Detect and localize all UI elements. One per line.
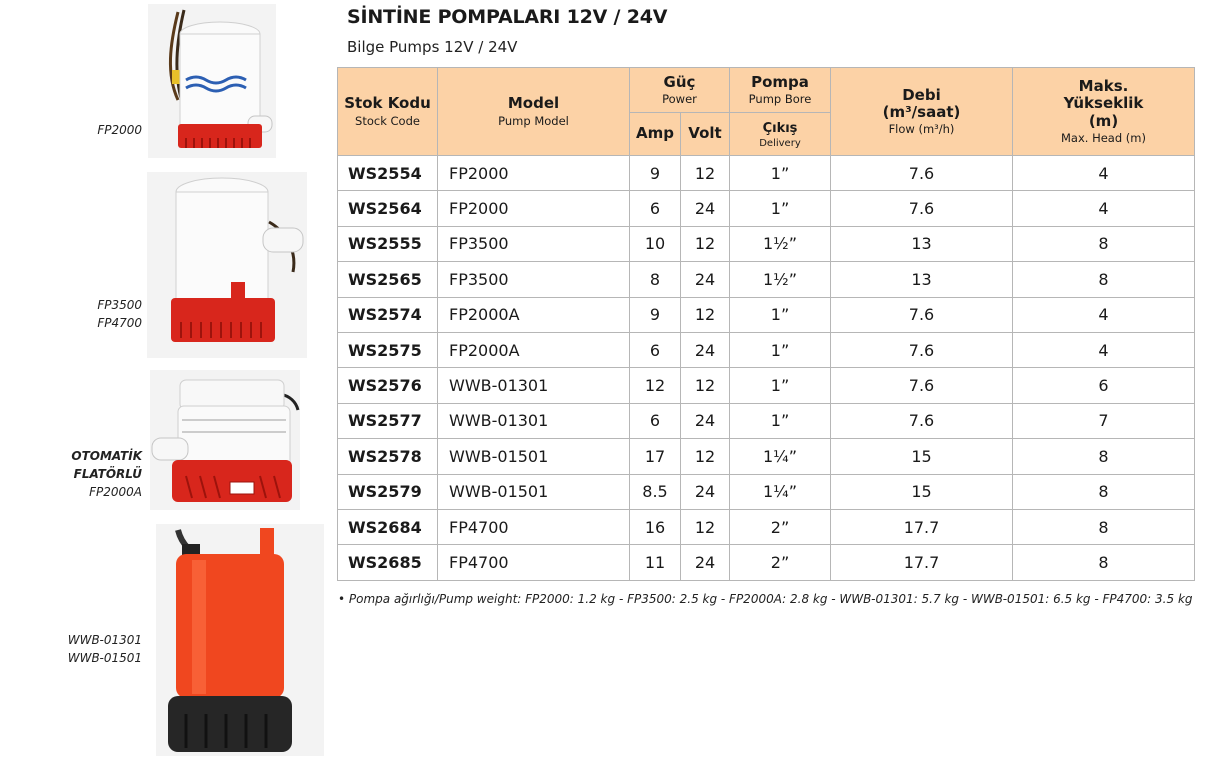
fp3500-pump-image bbox=[147, 172, 307, 358]
stock-code-cell: WS2564 bbox=[338, 191, 438, 226]
wwb-caption bbox=[68, 631, 142, 667]
outlet-cell: 2” bbox=[730, 545, 831, 580]
header-label: Güç bbox=[663, 72, 696, 91]
caption-line: WWB-01301 bbox=[67, 633, 142, 647]
flow-cell: 17.7 bbox=[831, 509, 1013, 544]
wwb-submersible-pump-image bbox=[156, 524, 324, 756]
table-row bbox=[338, 509, 1195, 544]
header-label: Çıkış bbox=[762, 120, 798, 136]
col-flow bbox=[831, 68, 1013, 156]
header-unit: (m³/saat) bbox=[882, 102, 961, 121]
volt-cell: 24 bbox=[681, 474, 730, 509]
page-subtitle: Bilge Pumps 12V / 24V bbox=[347, 38, 518, 56]
max-head-cell: 7 bbox=[1013, 403, 1195, 438]
amp-cell: 8 bbox=[630, 262, 681, 297]
header-label: Maks. bbox=[1078, 77, 1129, 96]
stock-code-cell: WS2684 bbox=[338, 509, 438, 544]
header-sublabel: Max. Head (m) bbox=[1061, 130, 1146, 145]
amp-cell: 9 bbox=[630, 156, 681, 191]
max-head-cell: 8 bbox=[1013, 545, 1195, 580]
outlet-cell: 1½” bbox=[730, 226, 831, 261]
flow-cell: 7.6 bbox=[831, 403, 1013, 438]
model-cell: FP2000 bbox=[438, 191, 630, 226]
table-header bbox=[338, 68, 1195, 156]
max-head-cell: 8 bbox=[1013, 262, 1195, 297]
outlet-cell: 2” bbox=[730, 509, 831, 544]
flow-cell: 15 bbox=[831, 474, 1013, 509]
stock-code-cell: WS2685 bbox=[338, 545, 438, 580]
amp-cell: 6 bbox=[630, 191, 681, 226]
header-sublabel: Pump Model bbox=[498, 113, 569, 128]
stock-code-cell: WS2576 bbox=[338, 368, 438, 403]
outlet-cell: 1” bbox=[730, 297, 831, 332]
outlet-cell: 1¼” bbox=[730, 439, 831, 474]
stock-code-cell: WS2578 bbox=[338, 439, 438, 474]
model-cell: WWB-01501 bbox=[438, 439, 630, 474]
flow-cell: 15 bbox=[831, 439, 1013, 474]
amp-cell: 6 bbox=[630, 332, 681, 367]
table-row bbox=[338, 474, 1195, 509]
model-cell: FP2000A bbox=[438, 332, 630, 367]
model-cell: WWB-01501 bbox=[438, 474, 630, 509]
max-head-cell: 8 bbox=[1013, 509, 1195, 544]
amp-cell: 12 bbox=[630, 368, 681, 403]
flow-cell: 13 bbox=[831, 226, 1013, 261]
table-row bbox=[338, 262, 1195, 297]
header-sublabel: Stock Code bbox=[355, 113, 420, 128]
header-unit: (m) bbox=[1088, 111, 1119, 130]
model-cell: FP3500 bbox=[438, 262, 630, 297]
outlet-cell: 1” bbox=[730, 156, 831, 191]
amp-cell: 9 bbox=[630, 297, 681, 332]
flow-cell: 7.6 bbox=[831, 332, 1013, 367]
stock-code-cell: WS2554 bbox=[338, 156, 438, 191]
max-head-cell: 8 bbox=[1013, 474, 1195, 509]
max-head-cell: 4 bbox=[1013, 332, 1195, 367]
col-group-power bbox=[630, 68, 730, 113]
max-head-cell: 4 bbox=[1013, 156, 1195, 191]
col-max-head bbox=[1013, 68, 1195, 156]
flow-cell: 7.6 bbox=[831, 297, 1013, 332]
volt-cell: 12 bbox=[681, 439, 730, 474]
caption-line: FP2000 bbox=[97, 123, 142, 137]
table-row bbox=[338, 439, 1195, 474]
max-head-cell: 6 bbox=[1013, 368, 1195, 403]
outlet-cell: 1½” bbox=[730, 262, 831, 297]
model-cell: FP4700 bbox=[438, 545, 630, 580]
spec-table bbox=[337, 67, 1195, 581]
model-cell: FP2000A bbox=[438, 297, 630, 332]
outlet-cell: 1” bbox=[730, 332, 831, 367]
caption-line-bold: FLATÖRLÜ bbox=[73, 467, 142, 481]
amp-cell: 8.5 bbox=[630, 474, 681, 509]
volt-cell: 24 bbox=[681, 262, 730, 297]
weight-footnote: • Pompa ağırlığı/Pump weight: FP2000: 1.2 kg - FP3500: 2.5 kg - FP2000A: 2.8 kg - WWB-01301: 5.7 kg - WWB-01501: 6.5 kg - FP4700: 3.5 kg bbox=[338, 592, 1193, 606]
header-sublabel: Flow (m³/h) bbox=[888, 122, 955, 137]
volt-cell: 24 bbox=[681, 332, 730, 367]
volt-cell: 24 bbox=[681, 403, 730, 438]
volt-cell: 12 bbox=[681, 368, 730, 403]
col-group-pump bbox=[730, 68, 831, 113]
stock-code-cell: WS2574 bbox=[338, 297, 438, 332]
volt-cell: 12 bbox=[681, 156, 730, 191]
model-cell: FP2000 bbox=[438, 156, 630, 191]
volt-cell: 24 bbox=[681, 545, 730, 580]
amp-cell: 11 bbox=[630, 545, 681, 580]
max-head-cell: 4 bbox=[1013, 297, 1195, 332]
header-sublabel: Power bbox=[662, 92, 697, 107]
amp-cell: 10 bbox=[630, 226, 681, 261]
col-model bbox=[438, 68, 630, 156]
stock-code-cell: WS2577 bbox=[338, 403, 438, 438]
amp-cell: 6 bbox=[630, 403, 681, 438]
header-label: Stok Kodu bbox=[344, 94, 431, 113]
outlet-cell: 1” bbox=[730, 403, 831, 438]
table-row bbox=[338, 332, 1195, 367]
caption-line: FP3500 bbox=[97, 298, 142, 312]
outlet-cell: 1¼” bbox=[730, 474, 831, 509]
fp3500-caption bbox=[97, 296, 142, 332]
header-sublabel: Delivery bbox=[759, 137, 801, 149]
caption-line-bold: OTOMATİK bbox=[71, 449, 142, 463]
fp2000-caption bbox=[97, 121, 142, 139]
volt-cell: 12 bbox=[681, 226, 730, 261]
caption-line: WWB-01501 bbox=[67, 651, 142, 665]
page-title: SİNTİNE POMPALARI 12V / 24V bbox=[347, 6, 668, 28]
stock-code-cell: WS2575 bbox=[338, 332, 438, 367]
header-label: Debi bbox=[902, 85, 941, 104]
header-sublabel: Pump Bore bbox=[748, 92, 812, 107]
amp-cell: 16 bbox=[630, 509, 681, 544]
table-row bbox=[338, 156, 1195, 191]
volt-cell: 24 bbox=[681, 191, 730, 226]
table-row bbox=[338, 297, 1195, 332]
stock-code-cell: WS2565 bbox=[338, 262, 438, 297]
max-head-cell: 8 bbox=[1013, 439, 1195, 474]
header-label: Yükseklik bbox=[1063, 94, 1144, 113]
stock-code-cell: WS2555 bbox=[338, 226, 438, 261]
flow-cell: 17.7 bbox=[831, 545, 1013, 580]
flow-cell: 7.6 bbox=[831, 191, 1013, 226]
stock-code-cell: WS2579 bbox=[338, 474, 438, 509]
col-volt: Volt bbox=[681, 113, 730, 156]
outlet-cell: 1” bbox=[730, 368, 831, 403]
max-head-cell: 4 bbox=[1013, 191, 1195, 226]
model-cell: FP4700 bbox=[438, 509, 630, 544]
product-gallery bbox=[0, 0, 330, 757]
table-body bbox=[338, 156, 1195, 581]
model-cell: WWB-01301 bbox=[438, 403, 630, 438]
amp-cell: 17 bbox=[630, 439, 681, 474]
caption-line: FP4700 bbox=[97, 316, 142, 330]
fp2000a-pump-image bbox=[150, 370, 300, 510]
table-row bbox=[338, 403, 1195, 438]
col-stock-code bbox=[338, 68, 438, 156]
outlet-cell: 1” bbox=[730, 191, 831, 226]
fp2000-pump-image bbox=[148, 4, 276, 158]
table-row bbox=[338, 368, 1195, 403]
model-cell: WWB-01301 bbox=[438, 368, 630, 403]
max-head-cell: 8 bbox=[1013, 226, 1195, 261]
table-row bbox=[338, 191, 1195, 226]
header-label: Model bbox=[507, 94, 560, 113]
col-outlet bbox=[730, 113, 831, 156]
volt-cell: 12 bbox=[681, 297, 730, 332]
flow-cell: 7.6 bbox=[831, 368, 1013, 403]
volt-cell: 12 bbox=[681, 509, 730, 544]
table-row bbox=[338, 545, 1195, 580]
flow-cell: 13 bbox=[831, 262, 1013, 297]
caption-line: FP2000A bbox=[89, 485, 142, 499]
flow-cell: 7.6 bbox=[831, 156, 1013, 191]
table-row bbox=[338, 226, 1195, 261]
fp2000a-caption bbox=[71, 447, 142, 501]
col-amp: Amp bbox=[630, 113, 681, 156]
header-label: Pompa bbox=[751, 72, 809, 91]
model-cell: FP3500 bbox=[438, 226, 630, 261]
